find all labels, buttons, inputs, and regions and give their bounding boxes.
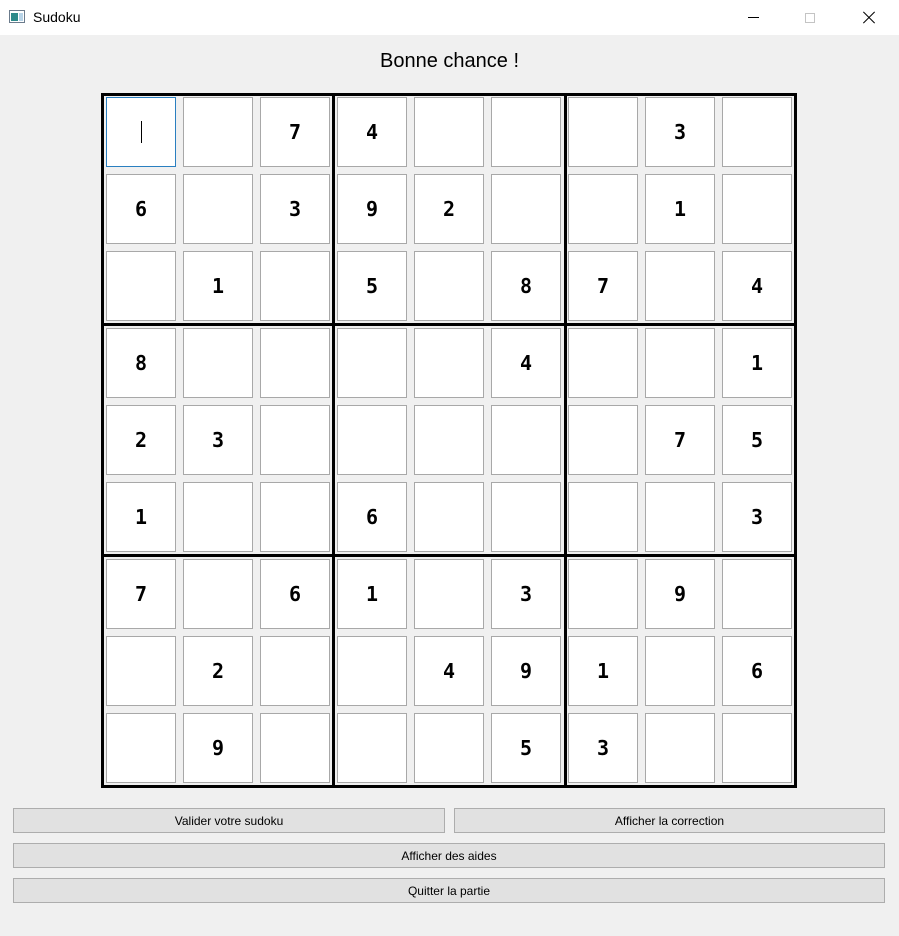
board-border-left [101,93,104,788]
text-cursor [141,121,142,143]
sudoku-cell-r5c9[interactable]: 5 [722,405,792,475]
sudoku-cell-r7c5[interactable] [414,559,484,629]
sudoku-cell-r1c3[interactable]: 7 [260,97,330,167]
page-title: Bonne chance ! [380,50,519,72]
sudoku-cell-r2c9[interactable] [722,174,792,244]
sudoku-cell-r2c1[interactable]: 6 [106,174,176,244]
window-title: Sudoku [33,9,81,25]
sudoku-cell-r3c2[interactable]: 1 [183,251,253,321]
minimize-icon [748,17,759,18]
board-border-top [101,93,797,96]
sudoku-cell-r6c5[interactable] [414,482,484,552]
sudoku-cell-r6c2[interactable] [183,482,253,552]
sudoku-cell-r7c2[interactable] [183,559,253,629]
sudoku-cell-r8c8[interactable] [645,636,715,706]
sudoku-cell-r4c7[interactable] [568,328,638,398]
sudoku-cell-r2c2[interactable] [183,174,253,244]
sudoku-cell-r3c4[interactable]: 5 [337,251,407,321]
sudoku-cell-r9c1[interactable] [106,713,176,783]
sudoku-cell-r4c9[interactable]: 1 [722,328,792,398]
sudoku-cell-r1c8[interactable]: 3 [645,97,715,167]
sudoku-cell-r8c2[interactable]: 2 [183,636,253,706]
sudoku-cell-r5c2[interactable]: 3 [183,405,253,475]
sudoku-cell-r4c4[interactable] [337,328,407,398]
quit-game-button[interactable]: Quitter la partie [13,878,885,903]
sudoku-cell-r2c3[interactable]: 3 [260,174,330,244]
maximize-button[interactable] [787,0,833,35]
sudoku-cell-r3c7[interactable]: 7 [568,251,638,321]
show-hints-button[interactable]: Afficher des aides [13,843,885,868]
sudoku-cell-r8c5[interactable]: 4 [414,636,484,706]
sudoku-cell-r3c6[interactable]: 8 [491,251,561,321]
sudoku-cell-r8c6[interactable]: 9 [491,636,561,706]
sudoku-cell-r6c8[interactable] [645,482,715,552]
sudoku-cell-r1c7[interactable] [568,97,638,167]
sudoku-cell-r1c2[interactable] [183,97,253,167]
sudoku-cell-r5c3[interactable] [260,405,330,475]
box-divider-v2 [564,93,567,788]
sudoku-cell-r7c9[interactable] [722,559,792,629]
sudoku-cell-r9c9[interactable] [722,713,792,783]
sudoku-cell-r7c6[interactable]: 3 [491,559,561,629]
sudoku-cell-r3c8[interactable] [645,251,715,321]
box-divider-v1 [332,93,335,788]
sudoku-cell-r7c3[interactable]: 6 [260,559,330,629]
sudoku-cell-r5c1[interactable]: 2 [106,405,176,475]
sudoku-cell-r7c4[interactable]: 1 [337,559,407,629]
sudoku-cell-r6c9[interactable]: 3 [722,482,792,552]
sudoku-cell-r6c7[interactable] [568,482,638,552]
sudoku-cell-r9c3[interactable] [260,713,330,783]
sudoku-cell-r3c5[interactable] [414,251,484,321]
maximize-icon [805,13,815,23]
sudoku-cell-r8c9[interactable]: 6 [722,636,792,706]
sudoku-cell-r9c2[interactable]: 9 [183,713,253,783]
sudoku-cell-r4c1[interactable]: 8 [106,328,176,398]
sudoku-cell-r3c1[interactable] [106,251,176,321]
sudoku-cell-r7c1[interactable]: 7 [106,559,176,629]
close-button[interactable] [846,0,892,35]
sudoku-cell-r2c5[interactable]: 2 [414,174,484,244]
window-app-icon [9,10,25,23]
sudoku-cell-r9c4[interactable] [337,713,407,783]
board-border-bottom [101,785,797,788]
sudoku-cell-r5c6[interactable] [491,405,561,475]
close-icon [862,11,876,25]
sudoku-cell-r9c7[interactable]: 3 [568,713,638,783]
sudoku-cell-r2c4[interactable]: 9 [337,174,407,244]
sudoku-cell-r2c8[interactable]: 1 [645,174,715,244]
sudoku-cell-r8c7[interactable]: 1 [568,636,638,706]
sudoku-cell-r1c5[interactable] [414,97,484,167]
sudoku-cell-r5c7[interactable] [568,405,638,475]
sudoku-cell-r5c8[interactable]: 7 [645,405,715,475]
sudoku-cell-r6c3[interactable] [260,482,330,552]
sudoku-cell-r6c4[interactable]: 6 [337,482,407,552]
sudoku-cell-r4c3[interactable] [260,328,330,398]
sudoku-cell-r2c7[interactable] [568,174,638,244]
sudoku-cell-r8c3[interactable] [260,636,330,706]
sudoku-cell-r6c1[interactable]: 1 [106,482,176,552]
sudoku-cell-r4c2[interactable] [183,328,253,398]
sudoku-board [101,93,797,788]
sudoku-cell-r7c7[interactable] [568,559,638,629]
sudoku-cell-r4c8[interactable] [645,328,715,398]
sudoku-cell-r1c9[interactable] [722,97,792,167]
sudoku-cell-r6c6[interactable] [491,482,561,552]
sudoku-cell-r7c8[interactable]: 9 [645,559,715,629]
sudoku-cell-r1c4[interactable]: 4 [337,97,407,167]
sudoku-cell-r8c4[interactable] [337,636,407,706]
sudoku-cell-r5c5[interactable] [414,405,484,475]
sudoku-cell-r3c9[interactable]: 4 [722,251,792,321]
sudoku-cell-r1c6[interactable] [491,97,561,167]
sudoku-cell-r4c5[interactable] [414,328,484,398]
title-bar [0,0,899,35]
validate-sudoku-button[interactable]: Valider votre sudoku [13,808,445,833]
sudoku-cell-r8c1[interactable] [106,636,176,706]
box-divider-h2 [101,554,797,557]
sudoku-cell-r9c5[interactable] [414,713,484,783]
box-divider-h1 [101,323,797,326]
sudoku-cell-r9c8[interactable] [645,713,715,783]
sudoku-cell-r1c1[interactable] [106,97,176,167]
minimize-button[interactable] [730,0,776,35]
sudoku-cell-r4c6[interactable]: 4 [491,328,561,398]
sudoku-cell-r5c4[interactable] [337,405,407,475]
show-correction-button[interactable]: Afficher la correction [454,808,885,833]
sudoku-cell-r2c6[interactable] [491,174,561,244]
board-border-right [794,93,797,788]
sudoku-cell-r3c3[interactable] [260,251,330,321]
sudoku-cell-r9c6[interactable]: 5 [491,713,561,783]
